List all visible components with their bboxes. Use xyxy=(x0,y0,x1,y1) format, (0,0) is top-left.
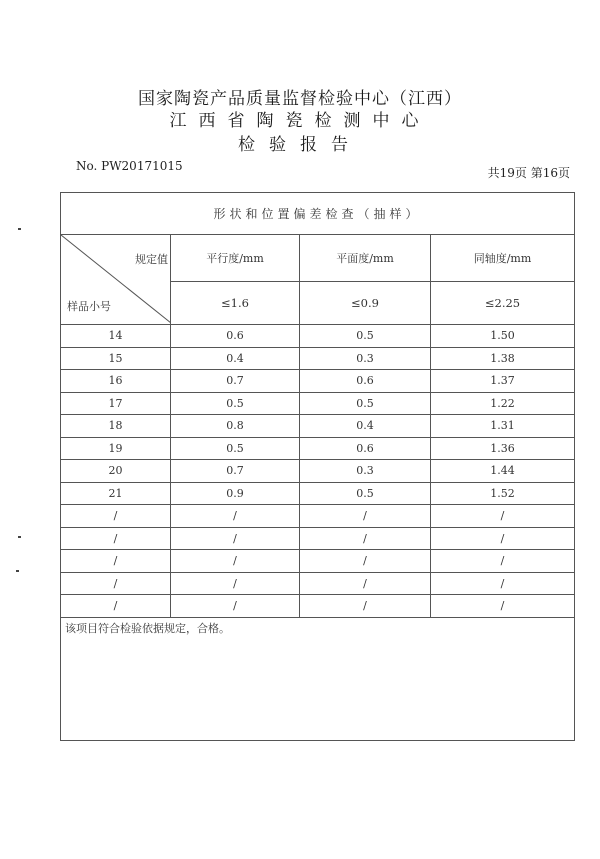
sample-number-cell: 21 xyxy=(61,482,171,505)
measurement-cell: 1.52 xyxy=(431,482,575,505)
table-row xyxy=(61,437,575,460)
sample-number-cell: 17 xyxy=(61,392,171,415)
sample-number-cell: / xyxy=(61,572,171,595)
measurement-cell: 0.6 xyxy=(300,437,431,460)
report-number: No. PW20171015 xyxy=(76,159,183,173)
measurement-cell: / xyxy=(300,550,431,573)
table-title: 形状和位置偏差检查（抽样） xyxy=(61,193,575,235)
column-header-coaxiality: 同轴度/mm xyxy=(431,235,575,282)
measurement-cell: 0.3 xyxy=(300,460,431,483)
measurement-cell: / xyxy=(171,550,300,573)
measurement-cell: 0.9 xyxy=(171,482,300,505)
sample-number-cell: / xyxy=(61,527,171,550)
column-header-parallelism: 平行度/mm xyxy=(171,235,300,282)
measurement-cell: / xyxy=(431,527,575,550)
measurement-cell: / xyxy=(300,505,431,528)
measurement-cell: 1.44 xyxy=(431,460,575,483)
sample-number-cell: / xyxy=(61,505,171,528)
limit-flatness: ≤0.9 xyxy=(300,282,431,325)
table-row xyxy=(61,595,575,618)
limit-parallelism: ≤1.6 xyxy=(171,282,300,325)
table-row xyxy=(61,572,575,595)
measurement-cell: 1.38 xyxy=(431,347,575,370)
sample-number-cell: 18 xyxy=(61,415,171,438)
measurement-cell: / xyxy=(171,527,300,550)
measurement-cell: / xyxy=(300,595,431,618)
scan-mark xyxy=(18,228,21,230)
sample-number-cell: 20 xyxy=(61,460,171,483)
measurement-cell: 1.31 xyxy=(431,415,575,438)
measurement-cell: 0.7 xyxy=(171,460,300,483)
conclusion-text: 该项目符合检验依据规定，合格。 xyxy=(61,617,575,740)
table-row xyxy=(61,482,575,505)
conclusion-row xyxy=(61,617,575,740)
measurement-cell: 0.7 xyxy=(171,370,300,393)
table-row xyxy=(61,505,575,528)
measurement-cell: / xyxy=(171,572,300,595)
table-row xyxy=(61,392,575,415)
sample-number-cell: 15 xyxy=(61,347,171,370)
measurement-cell: 0.5 xyxy=(300,325,431,348)
measurement-cell: 1.37 xyxy=(431,370,575,393)
measurement-cell: / xyxy=(431,595,575,618)
table-row xyxy=(61,370,575,393)
measurement-cell: / xyxy=(171,595,300,618)
scan-mark xyxy=(16,570,19,572)
measurement-cell: 0.6 xyxy=(171,325,300,348)
measurement-cell: / xyxy=(300,572,431,595)
report-title: 检验报告 xyxy=(238,135,362,155)
measurement-cell: 1.36 xyxy=(431,437,575,460)
measurement-cell: 1.22 xyxy=(431,392,575,415)
table-row xyxy=(61,347,575,370)
deviation-table xyxy=(60,192,575,741)
measurement-cell: 0.6 xyxy=(300,370,431,393)
measurement-cell: 0.3 xyxy=(300,347,431,370)
measurement-cell: 0.4 xyxy=(171,347,300,370)
center-title: 江西省陶瓷检测中心 xyxy=(169,111,431,131)
table-row xyxy=(61,527,575,550)
measurement-cell: 0.5 xyxy=(300,482,431,505)
scan-mark xyxy=(18,536,21,538)
measurement-cell: 0.4 xyxy=(300,415,431,438)
table-row xyxy=(61,460,575,483)
spec-value-label: 规定值 xyxy=(135,253,168,266)
limit-coaxiality: ≤2.25 xyxy=(431,282,575,325)
measurement-cell: 1.50 xyxy=(431,325,575,348)
measurement-cell: 0.5 xyxy=(300,392,431,415)
measurement-cell: / xyxy=(431,572,575,595)
measurement-cell: / xyxy=(431,550,575,573)
column-header-flatness: 平面度/mm xyxy=(300,235,431,282)
sample-number-cell: / xyxy=(61,595,171,618)
measurement-cell: 0.5 xyxy=(171,392,300,415)
corner-header xyxy=(61,235,171,325)
sample-number-label: 样品小号 xyxy=(67,300,111,313)
measurement-cell: 0.8 xyxy=(171,415,300,438)
table-row xyxy=(61,550,575,573)
measurement-cell: / xyxy=(300,527,431,550)
measurement-cell: / xyxy=(171,505,300,528)
org-title: 国家陶瓷产品质量监督检验中心（江西） xyxy=(138,89,462,109)
sample-number-cell: 16 xyxy=(61,370,171,393)
table-row xyxy=(61,415,575,438)
sample-number-cell: 14 xyxy=(61,325,171,348)
measurement-cell: / xyxy=(431,505,575,528)
measurement-cell: 0.5 xyxy=(171,437,300,460)
sample-number-cell: / xyxy=(61,550,171,573)
table-row xyxy=(61,325,575,348)
sample-number-cell: 19 xyxy=(61,437,171,460)
page-info: 共19页 第16页 xyxy=(487,166,570,180)
